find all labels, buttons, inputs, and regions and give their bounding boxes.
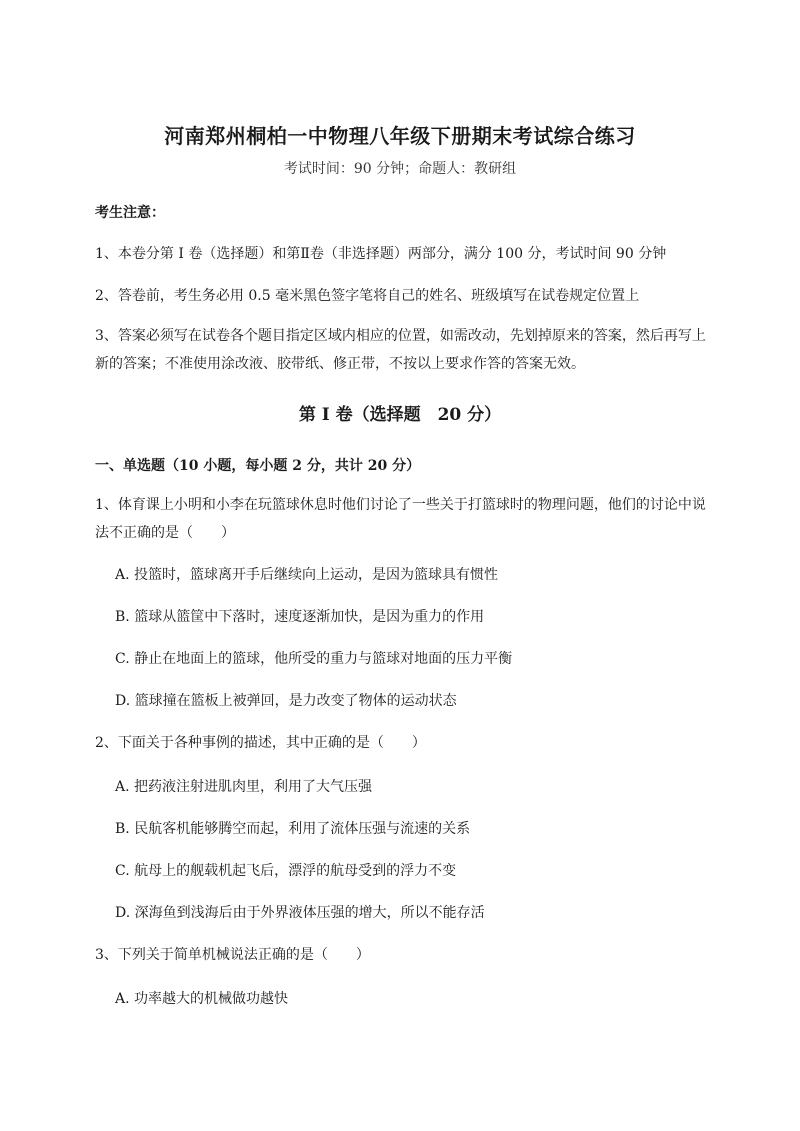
notice-item: 2、答卷前，考生务必用 0.5 毫米黑色签字笔将自己的姓名、班级填写在试卷规定位置上 xyxy=(95,288,640,304)
notice-item: 3、答案必须写在试卷各个题目指定区域内相应的位置，如需改动，先划掉原来的答案，然后再写上新的答案；不准使用涂改液、胶带纸、修正带，不按以上要求作答的答案无效。 xyxy=(95,328,706,372)
question-option: B. 民航客机能够腾空而起，利用了流体压强与流速的关系 xyxy=(115,821,471,837)
question-option: C. 航母上的舰载机起飞后，漂浮的航母受到的浮力不变 xyxy=(115,863,457,879)
question-stem: 3、下列关于简单机械说法正确的是（ ） xyxy=(95,947,370,963)
part-heading: 一、单选题（10 小题，每小题 2 分，共计 20 分） xyxy=(95,458,421,474)
notice-item: 1、本卷分第 I 卷（选择题）和第Ⅱ卷（非选择题）两部分，满分 100 分，考试时间 90 分钟 xyxy=(95,246,667,262)
question-option: D. 深海鱼到浅海后由于外界液体压强的增大，所以不能存活 xyxy=(115,905,485,921)
question-stem: 2、下面关于各种事例的描述，其中正确的是（ ） xyxy=(95,735,426,751)
question-option: B. 篮球从篮筐中下落时，速度逐渐加快，是因为重力的作用 xyxy=(115,609,485,625)
page-title: 河南郑州桐柏一中物理八年级下册期末考试综合练习 xyxy=(164,124,636,148)
exam-info: 考试时间：90 分钟；命题人：教研组 xyxy=(283,161,517,177)
question-option: D. 篮球撞在篮板上被弹回，是力改变了物体的运动状态 xyxy=(115,693,457,709)
question-option: A. 功率越大的机械做功越快 xyxy=(115,991,289,1007)
question-option: A. 投篮时，篮球离开手后继续向上运动，是因为篮球具有惯性 xyxy=(115,567,499,583)
question-option: A. 把药液注射进肌肉里，利用了大气压强 xyxy=(115,779,373,795)
question-option: C. 静止在地面上的篮球，他所受的重力与篮球对地面的压力平衡 xyxy=(115,651,513,667)
notice-heading: 考生注意： xyxy=(95,205,165,221)
question-stem: 1、体育课上小明和小李在玩篮球休息时他们讨论了一些关于打篮球时的物理问题，他们的讨论中说法不正确的是（ ） xyxy=(95,497,706,541)
section-title: 第 I 卷（选择题 20 分） xyxy=(298,405,502,425)
